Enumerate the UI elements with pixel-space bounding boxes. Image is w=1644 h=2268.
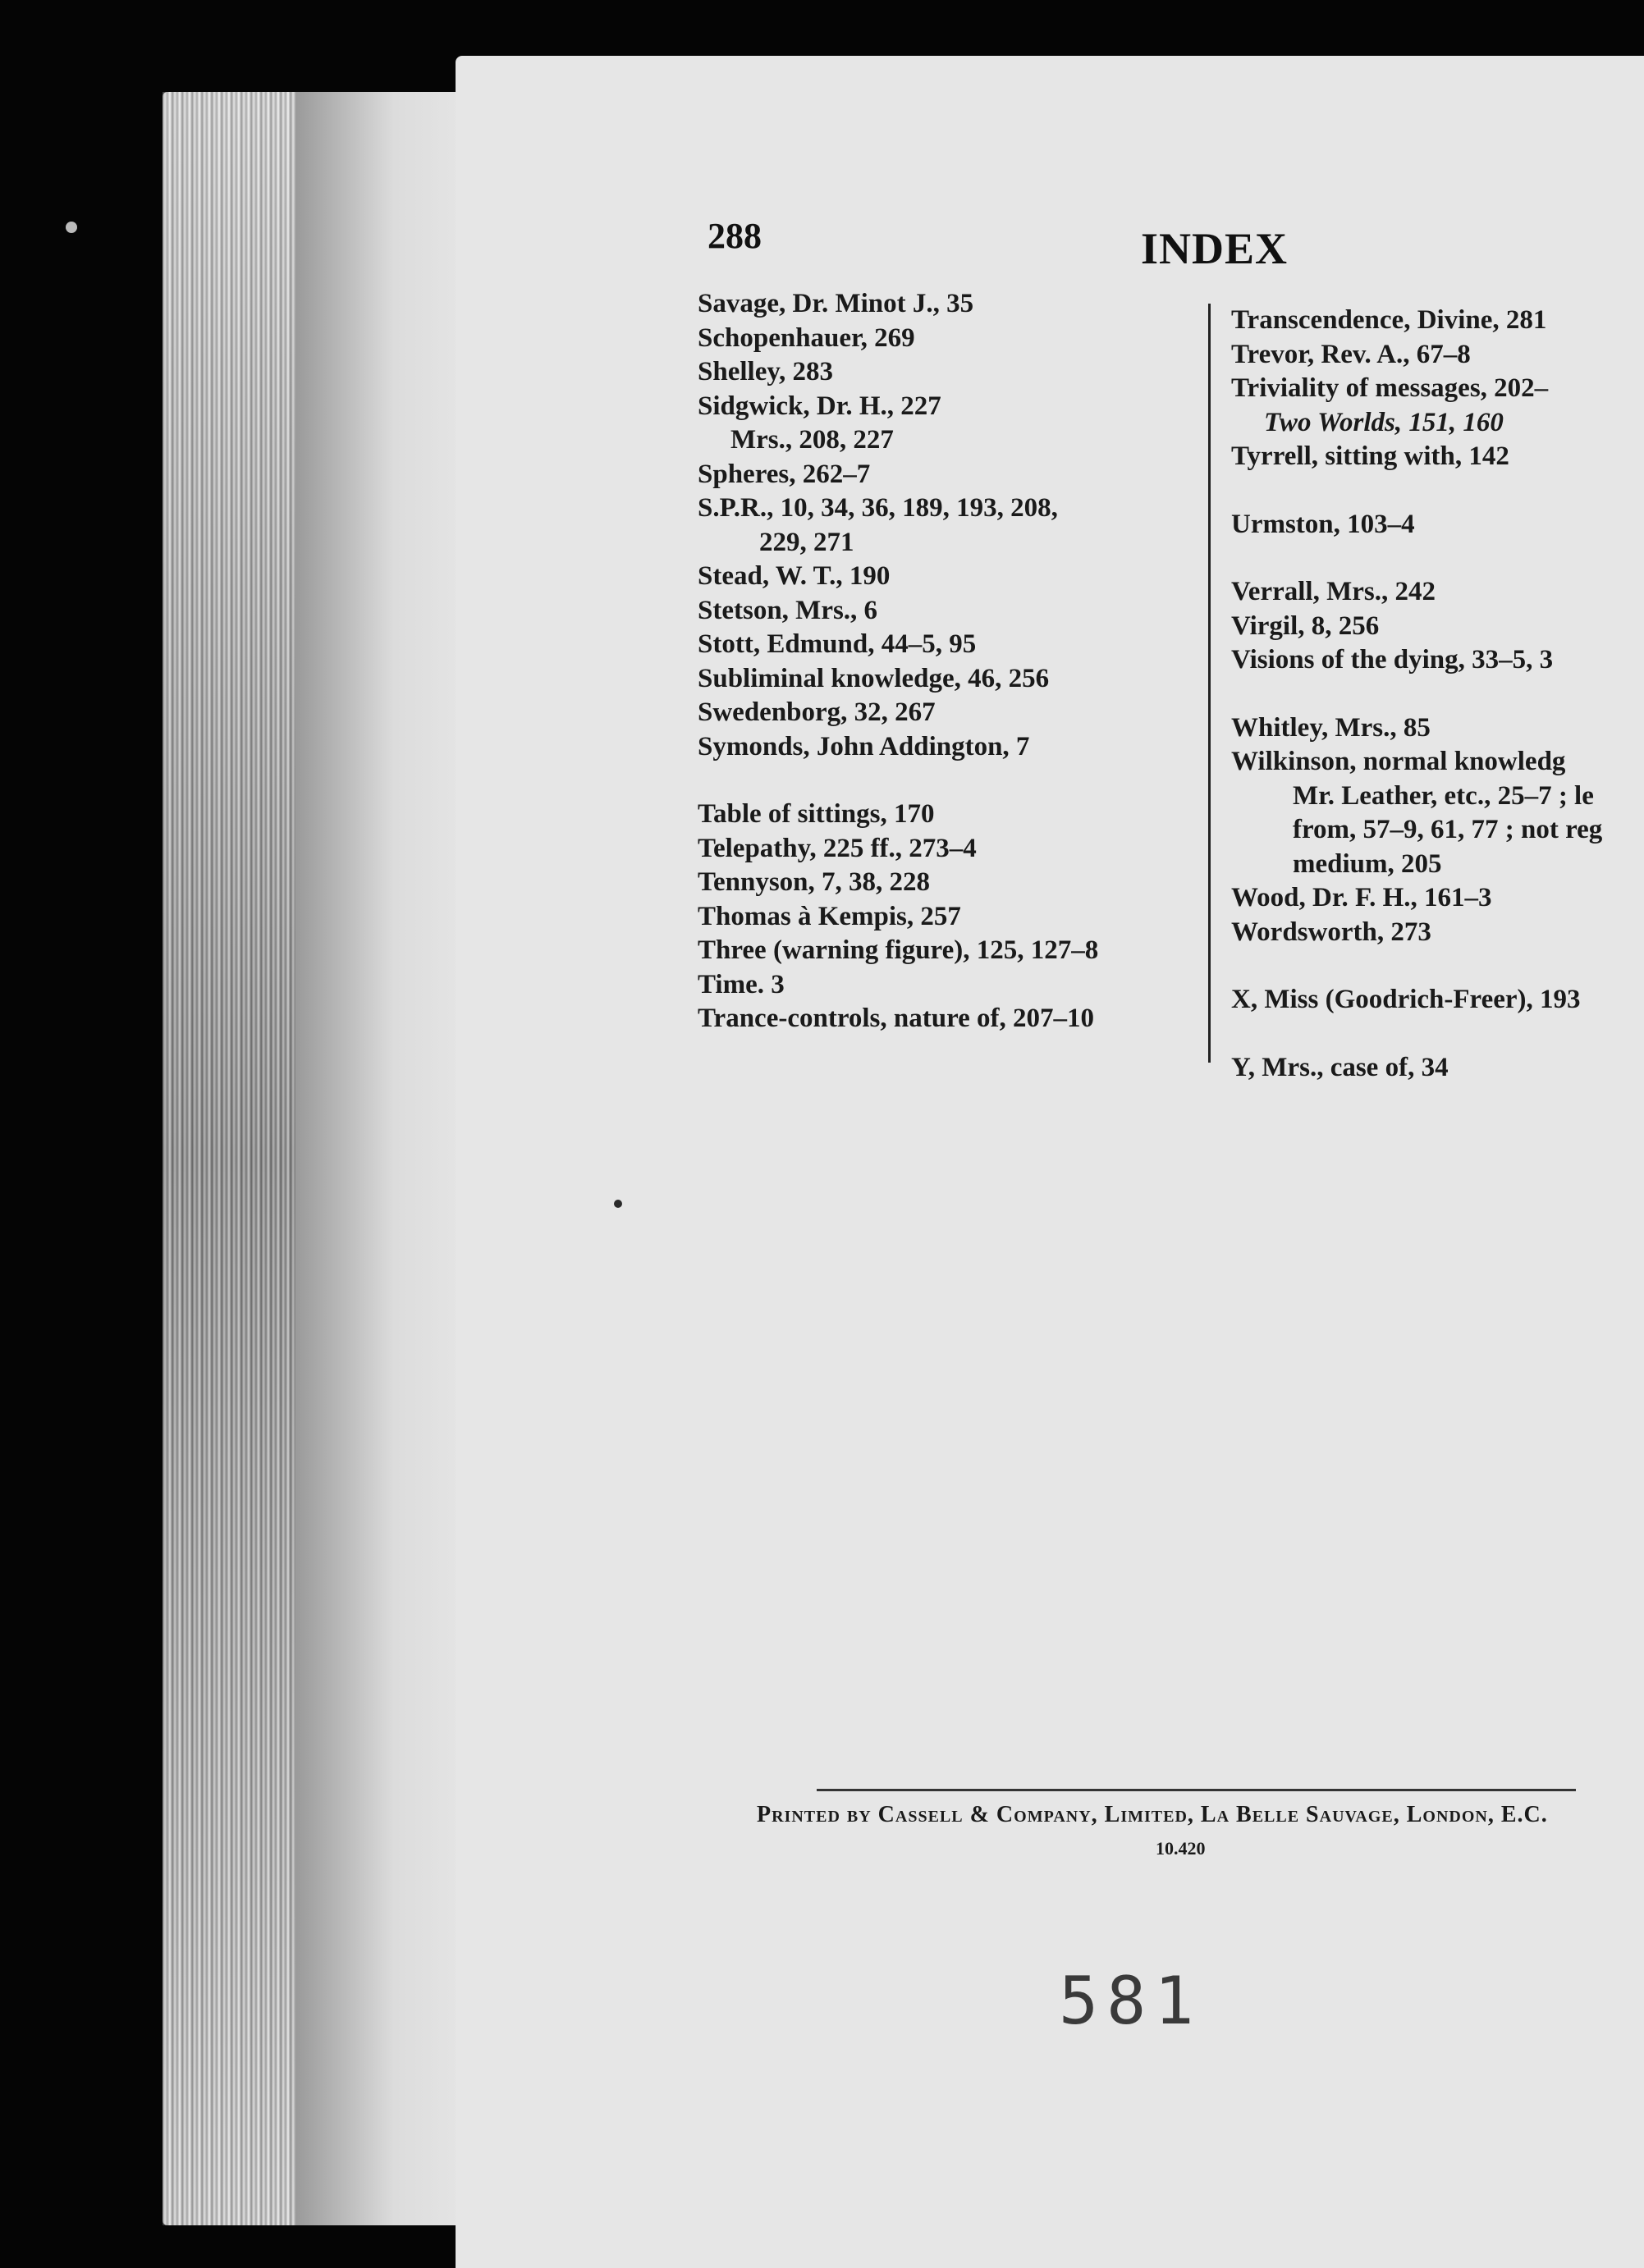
index-entry: Tyrrell, sitting with, 142 [1231, 441, 1509, 471]
index-entry: Urmston, 103–4 [1231, 509, 1415, 539]
index-entry: Schopenhauer, 269 [698, 322, 915, 353]
index-entry: S.P.R., 10, 34, 36, 189, 193, 208, [698, 493, 1058, 523]
index-entry: Symonds, John Addington, 7 [698, 731, 1030, 761]
index-entry: Triviality of messages, 202– [1231, 373, 1549, 403]
index-entry: Trance-controls, nature of, 207–10 [698, 1004, 1095, 1033]
index-entry: Subliminal knowledge, 46, 256 [698, 663, 1050, 693]
index-entry: Stetson, Mrs., 6 [698, 595, 878, 625]
index-entry: Transcendence, Divine, 281 [1231, 305, 1547, 335]
index-entry: Verrall, Mrs., 242 [1231, 577, 1436, 606]
index-entry: Sidgwick, Dr. H., 227 [698, 391, 941, 421]
imprint-rule [817, 1789, 1576, 1791]
printer-imprint: Printed by Cassell & Company, Limited, La Belle Sauvage, London, E.C. [757, 1802, 1548, 1827]
page-gutter-shadow [295, 92, 460, 2225]
index-entry: Three (warning figure), 125, 127–8 [698, 935, 1099, 965]
ink-speck [614, 1200, 622, 1208]
index-entry-continuation: from, 57–9, 61, 77 ; not reg [1293, 815, 1603, 844]
index-entry: Time. 3 [698, 969, 785, 999]
index-column-left [698, 287, 1198, 1036]
page-number: 288 [708, 216, 762, 256]
index-entry: Telepathy, 225 ff., 273–4 [698, 833, 977, 863]
index-entry: Spheres, 262–7 [698, 459, 871, 489]
print-code: 10.420 [1156, 1838, 1206, 1859]
index-entry-continuation: medium, 205 [1293, 848, 1442, 879]
index-entry-continuation: 229, 271 [759, 527, 854, 557]
index-entry: Trevor, Rev. A., 67–8 [1231, 339, 1471, 369]
book-page-edges [163, 92, 310, 2225]
ink-speck [66, 222, 77, 233]
column-divider [1208, 304, 1211, 1063]
index-entry: Stead, W. T., 190 [698, 561, 891, 591]
index-entry: Stott, Edmund, 44–5, 95 [698, 629, 977, 659]
index-entry-continuation: Mr. Leather, etc., 25–7 ; le [1293, 780, 1594, 811]
index-entry: Wilkinson, normal knowledg [1231, 747, 1566, 776]
index-entry: Table of sittings, 170 [698, 799, 935, 829]
index-entry: Thomas à Kempis, 257 [698, 901, 961, 931]
index-entry: Visions of the dying, 33–5, 3 [1231, 645, 1554, 674]
index-subentry: Two Worlds, 151, 160 [1264, 407, 1504, 437]
index-entry: Wordsworth, 273 [1231, 917, 1431, 947]
index-entry: Swedenborg, 32, 267 [698, 697, 936, 727]
page-title: INDEX [1141, 224, 1289, 273]
index-entry: Virgil, 8, 256 [1231, 610, 1380, 641]
index-entry: Y, Mrs., case of, 34 [1231, 1052, 1449, 1082]
index-entry: X, Miss (Goodrich-Freer), 193 [1231, 985, 1581, 1014]
index-entry: Tennyson, 7, 38, 228 [698, 867, 931, 897]
index-entry: Whitley, Mrs., 85 [1231, 712, 1431, 743]
index-entry: Wood, Dr. F. H., 161–3 [1231, 883, 1492, 912]
index-subentry: Mrs., 208, 227 [730, 425, 894, 455]
index-column-right [1231, 304, 1644, 1085]
index-entry: Shelley, 283 [698, 357, 834, 386]
index-entry: Savage, Dr. Minot J., 35 [698, 289, 974, 318]
library-stamp-number: 581 [1059, 1963, 1202, 2039]
